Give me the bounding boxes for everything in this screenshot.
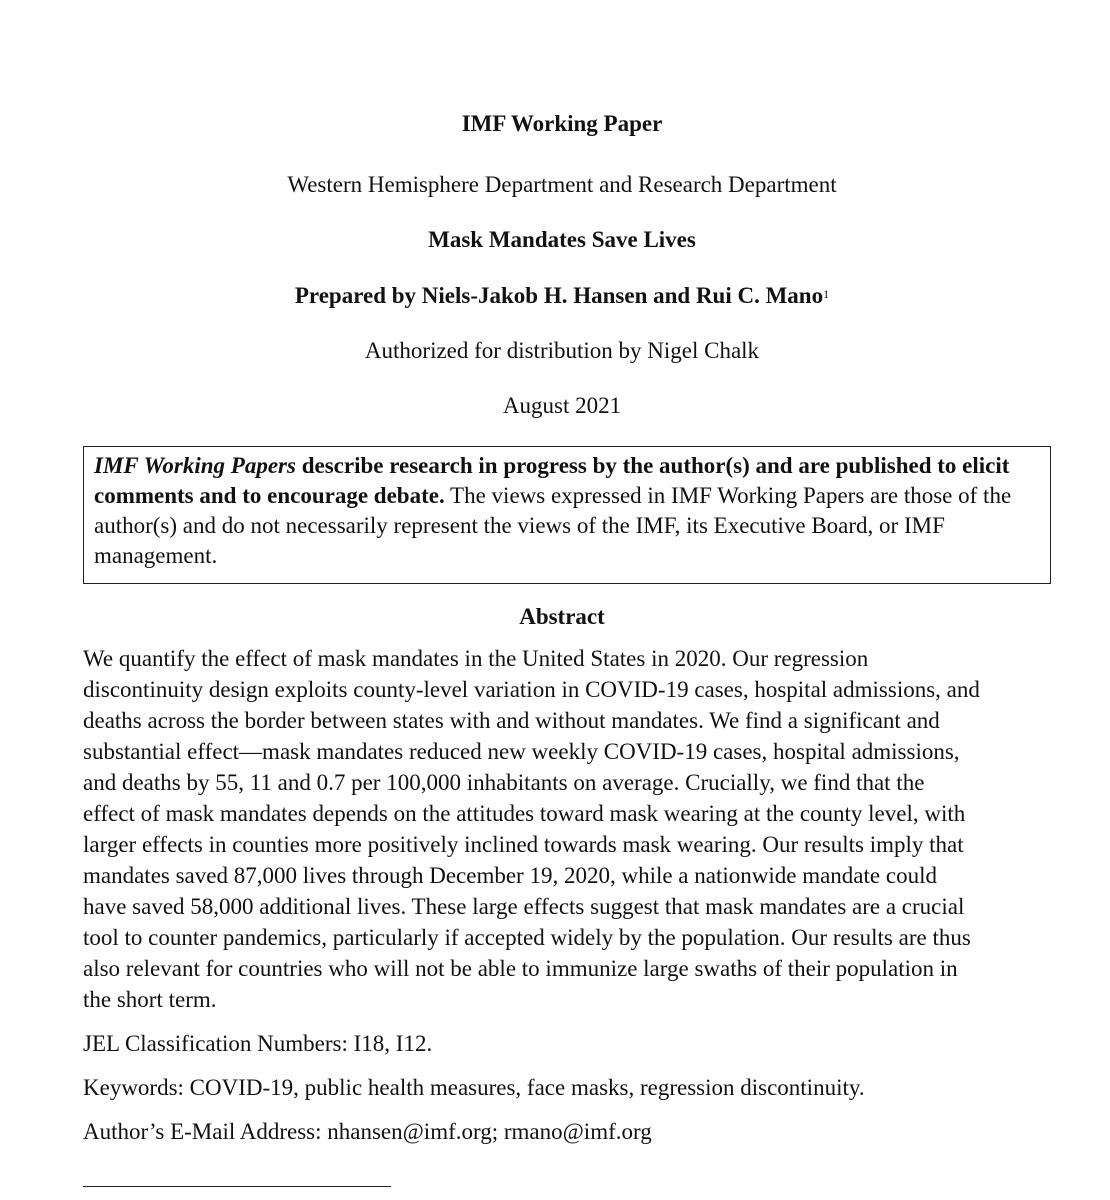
abstract-line: have saved 58,000 additional lives. These large effects suggest that mask mandates are a crucial <box>83 894 965 919</box>
paper-title: Mask Mandates Save Lives <box>428 227 696 252</box>
abstract-line: also relevant for countries who will not be able to immunize large swaths of their population in <box>83 956 958 981</box>
abstract-line: We quantify the effect of mask mandates in the United States in 2020. Our regression <box>83 646 869 671</box>
abstract-line: mandates saved 87,000 lives through December 19, 2020, while a nationwide mandate could <box>83 863 937 888</box>
author-email-line: Author’s E-Mail Address: nhansen@imf.org; rmano@imf.org <box>83 1119 652 1144</box>
footnote-marker[interactable]: 1 <box>823 287 830 301</box>
authors-line <box>0 282 1110 310</box>
disclaimer-italic-lead: IMF Working Papers <box>94 453 296 478</box>
date-line: August 2021 <box>502 393 622 418</box>
abstract-heading: Abstract <box>519 604 605 629</box>
abstract-line: larger effects in counties more positively inclined towards mask wearing. Our results imply that <box>83 832 964 857</box>
disclaimer-body-text: The views expressed in IMF Working Papers are those of the author(s) and do not necessarily represent the views of the IMF, its Executive Board, or IMF management. <box>94 483 1012 568</box>
abstract-line: and deaths by 55, 11 and 0.7 per 100,000 inhabitants on average. Crucially, we find that the <box>83 770 925 795</box>
abstract-line: tool to counter pandemics, particularly if accepted widely by the population. Our results are thus <box>83 925 971 950</box>
abstract-line: discontinuity design exploits county-level variation in COVID-19 cases, hospital admissions, and <box>83 677 980 702</box>
disclaimer-box <box>83 446 1051 584</box>
abstract-line: deaths across the border between states with and without mandates. We find a significant and <box>83 708 940 733</box>
abstract-body <box>83 643 980 1015</box>
jel-classification: JEL Classification Numbers: I18, I12. <box>83 1031 433 1056</box>
disclaimer-bold-text: describe research in progress by the author(s) and are published to elicit comments and to encourage debate. <box>94 453 1010 508</box>
keywords-line: Keywords: COVID-19, public health measures, face masks, regression discontinuity. <box>83 1075 865 1100</box>
abstract-line: effect of mask mandates depends on the attitudes toward mask wearing at the county level, with <box>83 801 966 826</box>
abstract-line: substantial effect—mask mandates reduced new weekly COVID-19 cases, hospital admissions, <box>83 739 960 764</box>
footnote-divider <box>83 1186 391 1187</box>
abstract-line: the short term. <box>83 987 217 1012</box>
authorized-line: Authorized for distribution by Nigel Chalk <box>364 338 760 363</box>
department-line: Western Hemisphere Department and Research Department <box>287 172 837 197</box>
series-label: IMF Working Paper <box>461 111 663 136</box>
authors-text: Prepared by Niels-Jakob H. Hansen and Rui C. Mano <box>294 283 824 308</box>
